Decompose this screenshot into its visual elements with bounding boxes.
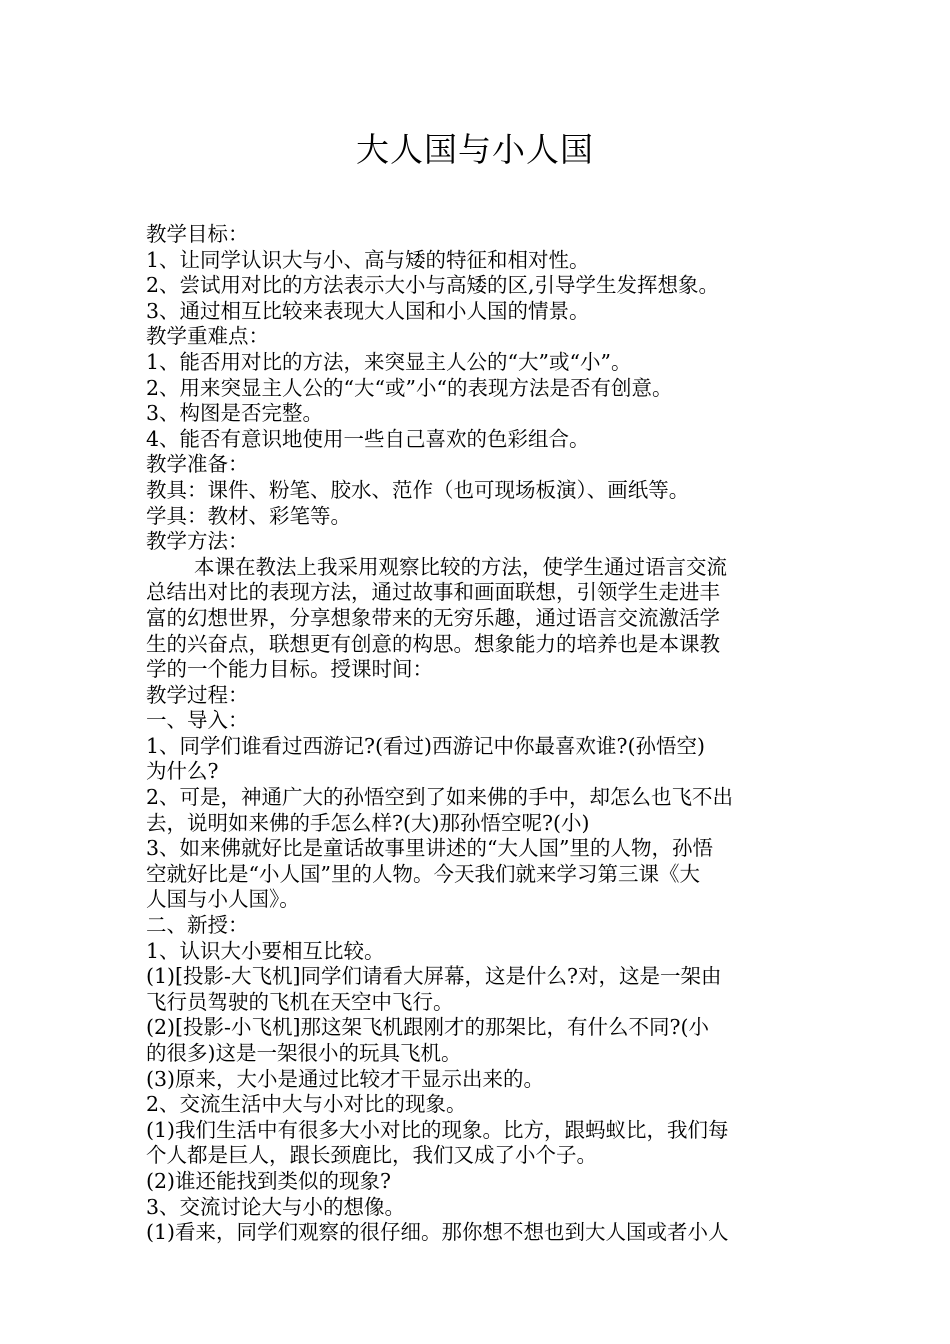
text-line: 2、尝试用对比的方法表示大小与高矮的区,引导学生发挥想象。 [146, 273, 720, 298]
text-line: 的很多)这是一架很小的玩具飞机。 [146, 1041, 462, 1065]
text-line: 空就好比是“小人国”里的人物。今天我们就来学习第三课《大 [146, 861, 700, 886]
text-line: 1、认识大小要相互比较。 [146, 938, 385, 963]
text-line: 教学准备： [146, 452, 249, 477]
text-line: 教学重难点： [146, 324, 269, 349]
text-line: 3、如来佛就好比是童话故事里讲述的“大人国”里的人物，孙悟 [146, 836, 714, 861]
text-line: 一、导入： [146, 708, 249, 733]
document-title: 大人国与小人国 [356, 130, 594, 169]
text-line: 3、交流讨论大与小的想像。 [146, 1194, 406, 1219]
text-line: 学具：教材、彩笔等。 [146, 503, 351, 528]
text-line: 二、新授： [146, 913, 249, 938]
text-line: 学的一个能力目标。授课时间： [146, 657, 433, 682]
text-line: 2、用来突显主人公的“大“或”小“的表现方法是否有创意。 [146, 375, 673, 400]
text-line: 为什么? [146, 759, 219, 784]
text-line: 1、同学们谁看过西游记?(看过)西游记中你最喜欢谁?(孙悟空) [146, 733, 706, 758]
text-line: (2)谁还能找到类似的现象? [146, 1168, 392, 1193]
text-line: (1)看来，同学们观察的很仔细。那你想不想也到大人国或者小人 [146, 1220, 729, 1245]
text-line: 总结出对比的表现方法，通过故事和画面联想，引领学生走进丰 [146, 580, 720, 605]
text-line: (1)[投影-大飞机]同学们请看大屏幕，这是什么?对，这是一架由 [146, 964, 722, 989]
text-line: 4、能否有意识地使用一些自己喜欢的色彩组合。 [146, 426, 590, 451]
text-line: 教学方法： [146, 529, 249, 554]
text-line: 1、能否用对比的方法，来突显主人公的“大”或“小”。 [146, 349, 632, 374]
text-line: 个人都是巨人，跟长颈鹿比，我们又成了小个子。 [146, 1143, 597, 1168]
text-line: 教学过程： [146, 682, 249, 707]
text-line: (1)我们生活中有很多大小对比的现象。比方，跟蚂蚁比，我们每 [146, 1117, 729, 1142]
text-line: 生的兴奋点，联想更有创意的构思。想象能力的培养也是本课教 [146, 631, 720, 656]
text-line: 本课在教法上我采用观察比较的方法，使学生通过语言交流 [194, 554, 727, 579]
text-line: (3)原来，大小是通过比较才干显示出来的。 [146, 1066, 545, 1091]
text-line: 2、可是，神通广大的孙悟空到了如来佛的手中，却怎么也飞不出 [146, 785, 734, 810]
document-body [146, 222, 806, 1246]
text-line: 人国与小人国》。 [146, 887, 300, 912]
text-line: 3、通过相互比较来表现大人国和小人国的情景。 [146, 298, 590, 323]
text-line: 教具：课件、粉笔、胶水、范作（也可现场板演）、画纸等。 [146, 477, 690, 502]
text-line: 教学目标： [146, 222, 249, 246]
text-line: 1、让同学认识大与小、高与矮的特征和相对性。 [146, 247, 590, 272]
text-line: 飞行员驾驶的飞机在天空中飞行。 [146, 989, 454, 1014]
text-line: 去，说明如来佛的手怎么样?(大)那孙悟空呢?(小) [146, 810, 590, 835]
text-line: 3、构图是否完整。 [146, 401, 324, 426]
text-line: (2)[投影-小飞机]那这架飞机跟刚才的那架比，有什么不同?(小 [146, 1015, 709, 1040]
text-line: 2、交流生活中大与小对比的现象。 [146, 1092, 467, 1117]
text-line: 富的幻想世界，分享想象带来的无穷乐趣，通过语言交流激活学 [146, 605, 720, 630]
